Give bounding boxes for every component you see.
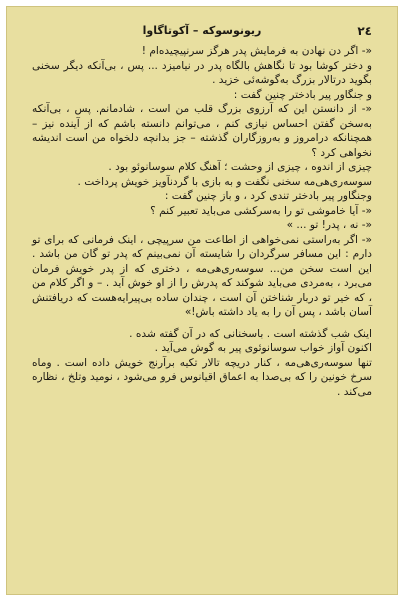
paragraph-10: «- اگر به‌راستی نمی‌خواهی از اطاعت من سرپیچی ، اینک فرمانی که برای تو دارم : این مسافر سرگردان را شایسته آن نمی‌بینم که پدر تو گان من باشد . این است سخن من... سوسه‌ری‌هی‌مه ، دختری که از پدر خویش فرمان می‌برد ، به‌مردی می‌باید شوکند که پدرش را از او خوش آید . – و اگر کلام من ، که خیر تو دربار شناختن آن است ، چندان ساده بی‌پیرایه‌هست که دریافتنش آسان باشد ، پس آن را به یاد داشته باش!» (32, 233, 372, 318)
paragraph-12: اکنون آواز خواب سوسانوئوی پیر به گوش می‌آید . (154, 342, 372, 354)
page-header (32, 22, 372, 40)
paragraph-8: «- آیا خاموشی تو را به‌سرکشی می‌باید تعبیر کنم ؟ (150, 204, 372, 217)
paragraph-6: سوسه‌ری‌هی‌مه سخنی نگفت و به بازی با گردنآویز خویش پرداخت . (77, 175, 372, 188)
paragraph-11: اینک شب گذشته است . باسخنانی که در آن گفته شده . (129, 327, 372, 340)
paragraph-spacer (32, 320, 372, 327)
page-body (32, 44, 372, 399)
paragraph-9: «- نه ، پدر! تو ... » (286, 219, 372, 231)
page-number: ٢٤ (357, 24, 372, 38)
running-title: ریونوسوکه – آکوتاگاوا (142, 24, 262, 37)
paragraph-1: «- اگر دن نهادن به فرمایش پدر هرگز سرنپیچیده‌ام ! (141, 45, 372, 57)
paragraph-7: وجنگاور پیر بادختر تندی کرد ، و باز چنین گفت : (164, 190, 372, 202)
paragraph-13: تنها سوسه‌ری‌هی‌مه ، کنار دریچه تالار تکیه برآرنج خویش داده است . وماه سرخ خونین را که بی‌صدا به اعماق اقیانوس فرو می‌شود ، نومید وتلخ ، نظاره می‌کند . (32, 356, 372, 398)
paragraph-3: و جنگاور پیر بادختر چنین گفت : (233, 88, 372, 101)
paragraph-4: «- از دانستن این که آرزوی بزرگ قلب من است ، شادمانم. پس ، بی‌آنکه به‌سخن گفتن احساس نیازی کنم ، می‌توانم دانسته باشم که از آینده نیز – همچنانکه درامروز و به‌روزگاران گذشته – جز بدانچه دلخواه من است اندیشه نخواهی کرد ؟ (32, 103, 372, 159)
book-page (6, 6, 398, 595)
paragraph-5: چیزی از اندوه ، چیزی از وحشت ؛ آهنگ کلام سوسانوئو بود . (108, 161, 372, 173)
paragraph-2: و دختر کوشا بود تا نگاهش بالگاه پدر در نیامیزد ... پس ، بی‌آنکه دیگر سخنی بگوید درتالار بزرگ به‌گوشه‌ئی خزید . (32, 59, 372, 86)
